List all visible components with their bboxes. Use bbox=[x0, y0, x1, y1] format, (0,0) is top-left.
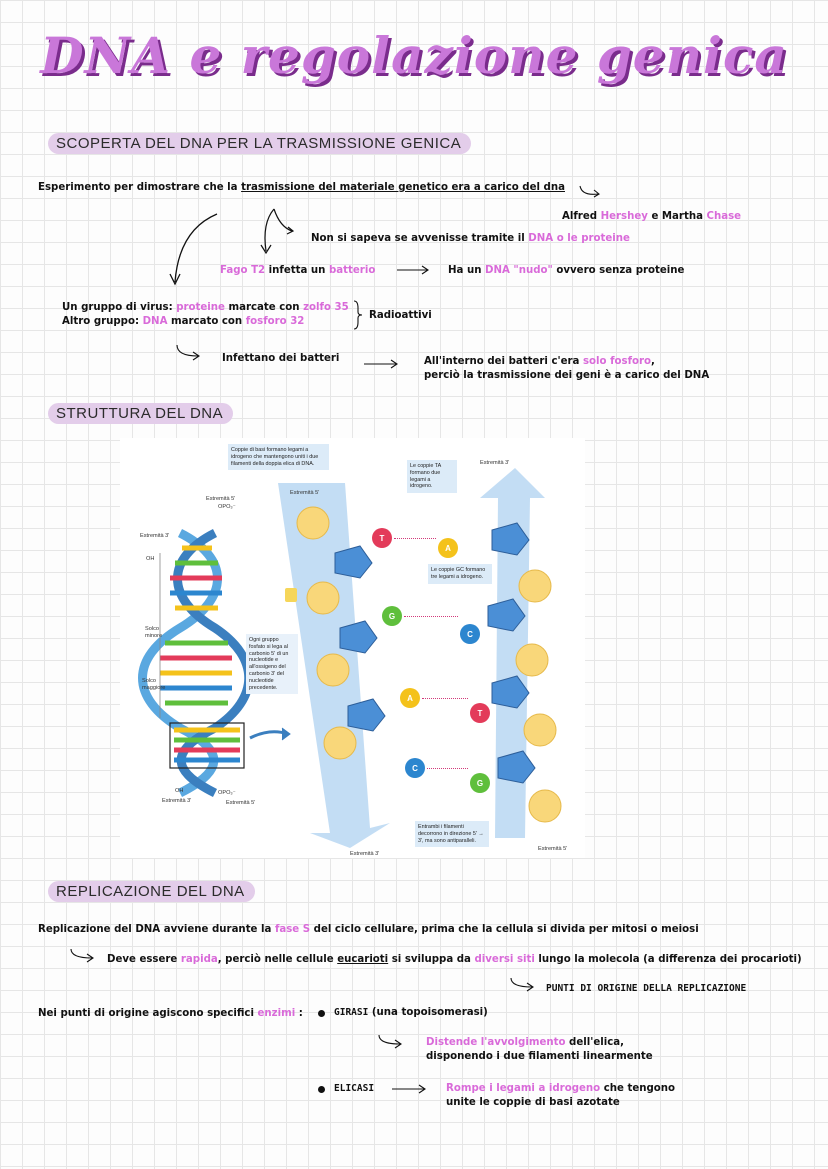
note-base-pairs: Coppie di basi formano legami a idrogeno che mantengono uniti i due filamenti della doppia elica di DNA. bbox=[228, 444, 329, 470]
author-martha: e Martha bbox=[647, 211, 707, 222]
rapid-line bbox=[107, 953, 802, 966]
hydrogen-bond-line bbox=[422, 698, 468, 699]
enzymes-text: Nei punti di origine agiscono specifici bbox=[38, 1008, 258, 1019]
base-c-icon: C bbox=[405, 758, 425, 778]
rapid-develops: si sviluppa da bbox=[388, 954, 475, 965]
rapid-sites: diversi siti bbox=[474, 954, 535, 965]
group2-phosphorus: fosforo 32 bbox=[245, 316, 305, 327]
hook-arrow-icon bbox=[174, 343, 204, 363]
split-arrow-icon bbox=[258, 205, 298, 257]
opo-bottom-label: OPO₃⁻ bbox=[218, 790, 236, 796]
replication-text: Replicazione del DNA avviene durante la bbox=[38, 924, 275, 935]
brace-icon bbox=[352, 300, 364, 330]
base-g-icon: G bbox=[470, 773, 490, 793]
replication-line bbox=[38, 923, 699, 936]
unknown-highlight: DNA o le proteine bbox=[528, 233, 630, 244]
girasi-label: GIRASI bbox=[334, 1007, 369, 1018]
hook-arrow-icon bbox=[508, 976, 538, 994]
bullet-icon bbox=[318, 1086, 325, 1093]
base-c-icon: C bbox=[460, 624, 480, 644]
strand-end5-bottom-label: Estremità 5' bbox=[538, 846, 568, 852]
girasi-type: (una topoisomerasi) bbox=[368, 1007, 488, 1018]
fago-line bbox=[220, 264, 375, 277]
fago-bacterium: batterio bbox=[328, 265, 376, 276]
major-groove-label: Solco maggiore bbox=[142, 678, 166, 691]
hydrogen-bond-line bbox=[394, 538, 436, 539]
enzymes-highlight: enzimi bbox=[257, 1008, 296, 1019]
girasi-desc-helix: dell'elica, bbox=[565, 1037, 625, 1048]
group2-marked: marcato con bbox=[167, 316, 246, 327]
opo-top-label: OPO₃⁻ bbox=[218, 504, 236, 510]
experiment-line bbox=[38, 181, 565, 194]
rapid-eukaryotes: eucarioti bbox=[337, 954, 389, 965]
right-arrow-icon bbox=[397, 264, 431, 276]
result-phosphorus: solo fosforo bbox=[582, 356, 652, 367]
curved-arrow-icon bbox=[578, 184, 604, 200]
result-line-2: perciò la trasmissione dei geni è a carico del DNA bbox=[424, 370, 710, 381]
oh-left-label: OH bbox=[146, 556, 155, 562]
elicasi-desc-hold: che tengono bbox=[600, 1083, 676, 1094]
group1-text: Un gruppo di virus: bbox=[62, 302, 177, 313]
bullet-icon bbox=[318, 1010, 325, 1017]
infect-label: Infettano dei batteri bbox=[222, 353, 340, 364]
elicasi-desc-2: unite le coppie di basi azotate bbox=[446, 1097, 620, 1108]
girasi-line bbox=[334, 1006, 488, 1019]
group2-text: Altro gruppo: bbox=[62, 316, 143, 327]
replication-cycle: del ciclo cellulare, prima che la cellula si divida per mitosi o meiosi bbox=[310, 924, 699, 935]
rapid-text: Deve essere bbox=[107, 954, 181, 965]
base-a-icon: A bbox=[400, 688, 420, 708]
girasi-desc-1 bbox=[426, 1036, 624, 1049]
naked-dna-line bbox=[448, 264, 684, 277]
sticky-note-icon bbox=[285, 588, 297, 602]
section-title-discovery: SCOPERTA DEL DNA PER LA TRASMISSIONE GENICA bbox=[48, 133, 471, 154]
result-comma: , bbox=[651, 356, 655, 367]
group1-proteins: proteine bbox=[176, 302, 225, 313]
unknown-text: Non si sapeva se avvenisse tramite il bbox=[311, 233, 529, 244]
elicasi-desc-highlight: Rompe i legami a idrogeno bbox=[446, 1083, 601, 1094]
group1-marked: marcate con bbox=[224, 302, 304, 313]
enzymes-line bbox=[38, 1007, 303, 1020]
helix-bottom-end3-label: Estremità 3' bbox=[162, 798, 192, 804]
group1-sulfur: zolfo 35 bbox=[303, 302, 349, 313]
strand-end3-top-label: Estremità 3' bbox=[480, 460, 510, 466]
page-title: DNA e regolazione genica bbox=[40, 26, 788, 85]
authors bbox=[562, 210, 741, 223]
girasi-desc-highlight: Distende l'avvolgimento bbox=[426, 1037, 566, 1048]
note-antiparallel: Entrambi i filamenti decorrono in direzione 5' → 3', ma sono antiparalleli. bbox=[415, 821, 489, 847]
naked-dna: DNA "nudo" bbox=[485, 265, 553, 276]
enzymes-colon: : bbox=[295, 1008, 303, 1019]
naked-ha: Ha un bbox=[448, 265, 485, 276]
base-t-icon: T bbox=[470, 703, 490, 723]
radioactive-label: Radioattivi bbox=[369, 310, 432, 321]
hook-arrow-icon bbox=[68, 947, 98, 965]
naked-without-proteins: ovvero senza proteine bbox=[552, 265, 685, 276]
origin-points-label: PUNTI DI ORIGINE DELLA REPLICAZIONE bbox=[546, 983, 747, 994]
hydrogen-bond-line bbox=[404, 616, 458, 617]
base-a-icon: A bbox=[438, 538, 458, 558]
fago-infects: infetta un bbox=[265, 265, 329, 276]
strand-end3-bottom-label: Estremità 3' bbox=[350, 851, 380, 857]
hydrogen-bond-line bbox=[427, 768, 468, 769]
right-arrow-icon bbox=[364, 358, 400, 370]
elicasi-label: ELICASI bbox=[334, 1083, 375, 1094]
unknown-line bbox=[311, 232, 630, 245]
rapid-highlight: rapida bbox=[180, 954, 218, 965]
author-alfred: Alfred bbox=[562, 211, 601, 222]
author-chase: Chase bbox=[706, 211, 742, 222]
right-arrow-icon bbox=[392, 1083, 428, 1095]
long-curved-arrow-icon bbox=[165, 210, 225, 290]
base-g-icon: G bbox=[382, 606, 402, 626]
note-gc-pairs: Le coppie GC formano tre legami a idrogeno. bbox=[428, 564, 492, 584]
group2-dna: DNA bbox=[142, 316, 168, 327]
author-hershey: Hershey bbox=[600, 211, 648, 222]
replication-phase-s: fase S bbox=[274, 924, 311, 935]
dna-structure-figure bbox=[120, 438, 585, 858]
hook-arrow-icon bbox=[376, 1033, 406, 1051]
group1-line bbox=[62, 301, 349, 314]
group2-line bbox=[62, 315, 304, 328]
strand-end5-label: Estremità 5' bbox=[290, 490, 320, 496]
helix-end5-label: Estremità 5' bbox=[206, 496, 236, 502]
minor-groove-label: Solco minore bbox=[145, 626, 163, 639]
oh-bottom-label: OH bbox=[175, 788, 184, 794]
result-line-1 bbox=[424, 355, 655, 368]
rapid-cells: , perciò nelle cellule bbox=[217, 954, 338, 965]
helix-end3-label: Estremità 3' bbox=[140, 533, 170, 539]
note-ta-pairs: Le coppie TA formano due legami a idrogeno. bbox=[407, 460, 457, 493]
dna-diagram bbox=[120, 438, 585, 858]
note-phosphate: Ogni gruppo fosfato si lega al carbonio 5' di un nucleotide e all'ossigeno del carbonio 3' del nucleotide precedente. bbox=[246, 634, 298, 694]
result-text: All'interno dei batteri c'era bbox=[424, 356, 583, 367]
rapid-difference: lungo la molecola (a differenza dei procarioti) bbox=[534, 954, 802, 965]
section-title-replication: REPLICAZIONE DEL DNA bbox=[48, 881, 255, 902]
base-t-icon: T bbox=[372, 528, 392, 548]
fago-t2: Fago T2 bbox=[220, 265, 266, 276]
helix-bottom-end5-label: Estremità 5' bbox=[226, 800, 256, 806]
experiment-text: Esperimento per dimostrare che la bbox=[38, 182, 242, 193]
experiment-underlined: trasmissione del materiale genetico era a carico del dna bbox=[241, 182, 565, 193]
girasi-desc-2: disponendo i due filamenti linearmente bbox=[426, 1051, 653, 1062]
elicasi-desc-1 bbox=[446, 1082, 675, 1095]
section-title-structure: STRUTTURA DEL DNA bbox=[48, 403, 233, 424]
